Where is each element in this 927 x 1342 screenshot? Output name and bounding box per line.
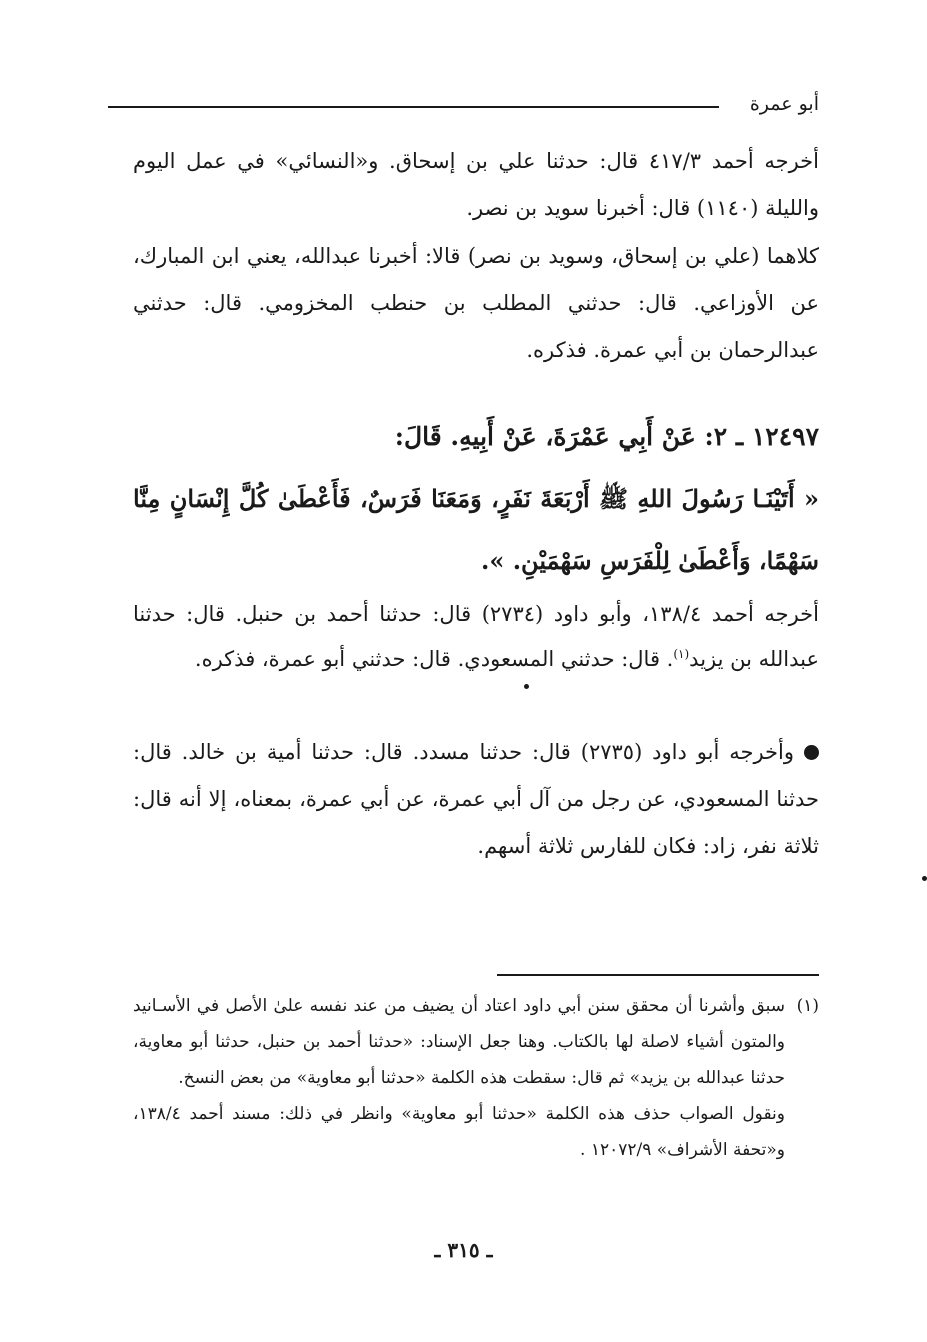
running-head-rule <box>108 106 719 108</box>
footnote-1-number: (١) <box>796 996 819 1016</box>
paragraph-3-after-mark: . قال: حدثني المسعودي. قال: حدثني أبو عمرة، فذكره. <box>194 647 674 671</box>
footnote-1-continuation: ونقول الصواب حذف هذه الكلمة «حدثنا أبو معاوية» وانظر في ذلك: مسند أحمد ١٣٨/٤، و«تحفة الأشراف» ١٢٠٧٢/٩ . <box>133 1104 785 1160</box>
footnote-separator-rule <box>497 974 819 976</box>
paragraph-3-before-mark: أخرجه أحمد ١٣٨/٤، وأبو داود (٢٧٣٤) قال: حدثنا أحمد بن حنبل. قال: حدثنا عبدالله بن يزيد <box>133 602 819 671</box>
footnote-1 <box>133 988 819 1096</box>
paragraph-1: أخرجه أحمد ٤١٧/٣ قال: حدثنا علي بن إسحاق. و«النسائي» في عمل اليوم والليلة (١١٤٠) قال: أخبرنا سويد بن نصر. <box>133 149 819 220</box>
paragraph-2: كلاهما (علي بن إسحاق، وسويد بن نصر) قالا: أخبرنا عبدالله، يعني ابن المبارك، عن الأوزاعي. قال: حدثني المطلب بن حنطب المخزومي. قال: حدثني عبدالرحمان بن أبي عمرة. فذكره. <box>133 244 819 362</box>
footnote-reference-mark: (١) <box>673 647 690 661</box>
paragraph-4-text: وأخرجه أبو داود (٢٧٣٥) قال: حدثنا مسدد. قال: حدثنا أمية بن خالد. قال: حدثنا المسعودي، عن رجل من آل أبي عمرة، عن أبي عمرة، بمعناه، إلا أنه قال: ثلاثة نفر، زاد: فكان للفارس ثلاثة أسهم. <box>133 740 819 858</box>
paragraph-4 <box>133 729 819 870</box>
page-number: ـ ٣١٥ ـ <box>434 1238 493 1262</box>
bullet-dot-icon <box>804 745 819 760</box>
hadith-heading: ١٢٤٩٧ ـ ٢: عَنْ أَبِي عَمْرَةَ، عَنْ أَبِيهِ. قَالَ: <box>394 422 819 451</box>
ink-speck <box>524 684 529 689</box>
paragraph-3 <box>133 592 819 682</box>
footnotes <box>133 988 819 1168</box>
running-head-title: أبو عمرة <box>749 93 819 115</box>
footnote-1-text: سبق وأشرنا أن محقق سنن أبي داود اعتاد أن يضيف من عند نفسه علىٰ الأصل في الأسـانيد والمتون أشياء لاصلة لها بالكتاب. وهنا جعل الإسناد: «حدثنا أحمد بن حنبل، حدثنا أبو معاوية، حدثنا عبدالله بن يزيد» ثم قال: سقطت هذه الكلمة «حدثنا أبو معاوية» من بعض النسخ. <box>133 996 785 1088</box>
ink-speck <box>922 876 927 881</box>
running-head <box>108 92 819 122</box>
hadith-text: « أَتَيْنَـا رَسُولَ اللهِ ﷺ أَرْبَعَةَ نَفَرٍ، وَمَعَنَا فَرَسٌ، فَأَعْطَىٰ كُلَّ إِنْسَانٍ مِنَّا سَهْمًا، وَأَعْطَىٰ لِلْفَرَسِ سَهْمَيْنِ. ». <box>133 484 819 575</box>
